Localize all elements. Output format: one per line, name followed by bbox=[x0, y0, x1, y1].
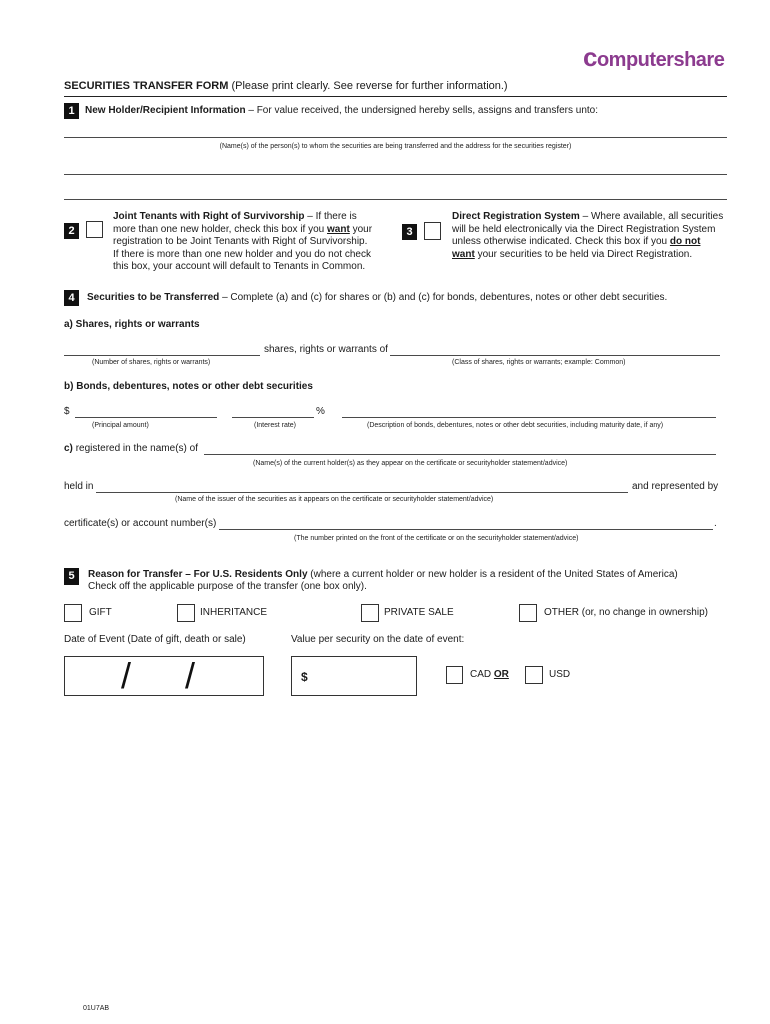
header-divider bbox=[64, 96, 727, 97]
reason-gift-checkbox[interactable] bbox=[64, 604, 82, 622]
recipient-address-field-2[interactable] bbox=[64, 185, 727, 200]
section-4-badge: 4 bbox=[64, 290, 79, 306]
section-2-badge: 2 bbox=[64, 223, 79, 239]
interest-rate-caption: (Interest rate) bbox=[254, 422, 297, 429]
reason-other-checkbox[interactable] bbox=[519, 604, 537, 622]
recipient-address-field-1[interactable] bbox=[64, 160, 727, 175]
section-4-heading bbox=[87, 292, 667, 304]
section-5-title: Reason for Transfer – For U.S. Residents Only bbox=[88, 569, 308, 580]
joint-tenants-line-1 bbox=[113, 211, 372, 224]
currency-or-text: OR bbox=[493, 669, 509, 680]
direct-registration-line-4 bbox=[452, 249, 723, 262]
reason-private-sale-checkbox[interactable] bbox=[361, 604, 379, 622]
joint-tenants-checkbox[interactable] bbox=[86, 221, 103, 238]
direct-registration-text: – Where available, all securities bbox=[582, 211, 724, 222]
reason-gift-label: GIFT bbox=[89, 607, 112, 618]
recipient-caption: (Name(s) of the person(s) to whom the securities are being transferred and the address for the securities register) bbox=[219, 143, 572, 150]
issuer-label: held in bbox=[64, 481, 94, 492]
bond-description-caption: (Description of bonds, debentures, notes or other debt securities, including maturity date, if any) bbox=[367, 422, 664, 429]
certificate-number-field[interactable] bbox=[219, 515, 713, 530]
certificate-caption: (The number printed on the front of the certificate or on the securityholder statement/advice) bbox=[294, 535, 579, 542]
current-holder-name-field[interactable] bbox=[204, 440, 716, 455]
computershare-logo: computershare bbox=[583, 42, 725, 72]
interest-percent-symbol: % bbox=[316, 406, 325, 417]
reason-other-label: OTHER (or, no change in ownership) bbox=[544, 607, 708, 618]
principal-amount-field[interactable] bbox=[75, 403, 217, 418]
event-date-field[interactable] bbox=[64, 656, 264, 696]
currency-cad-label bbox=[470, 669, 509, 681]
joint-tenants-emphasis: want bbox=[327, 223, 350, 235]
form-header bbox=[64, 80, 508, 93]
section-4-description: – Complete (a) and (c) for shares or (b) and (c) for bonds, debentures, notes or other debt securities. bbox=[222, 292, 668, 303]
direct-registration-text: unless otherwise indicated. Check this box if you bbox=[452, 236, 668, 247]
certificate-label: certificate(s) or account number(s) bbox=[64, 518, 217, 529]
registered-holder-label bbox=[64, 443, 198, 455]
share-class-field[interactable] bbox=[390, 341, 720, 356]
joint-tenants-text: – If there is bbox=[307, 211, 357, 222]
section-1-title: New Holder/Recipient Information bbox=[85, 105, 246, 116]
direct-registration-emphasis: do not bbox=[669, 236, 701, 247]
form-title: SECURITIES TRANSFER FORM bbox=[64, 80, 229, 92]
reason-inheritance-checkbox[interactable] bbox=[177, 604, 195, 622]
recipient-name-field[interactable] bbox=[64, 123, 727, 138]
form-instructions: (Please print clearly. See reverse for further information.) bbox=[231, 80, 508, 92]
direct-registration-line-2: will be held electronically via the Direct Registration System bbox=[452, 223, 716, 235]
direct-registration-checkbox[interactable] bbox=[424, 222, 441, 240]
interest-rate-field[interactable] bbox=[232, 403, 314, 418]
value-currency-symbol: $ bbox=[301, 670, 308, 684]
principal-amount-caption: (Principal amount) bbox=[92, 422, 149, 429]
registered-holder-prefix: c) bbox=[64, 443, 73, 454]
issuer-caption: (Name of the issuer of the securities as it appears on the certificate or securityholder statement/advice) bbox=[175, 496, 494, 503]
value-per-security-field[interactable] bbox=[291, 656, 417, 696]
joint-tenants-line-2 bbox=[113, 224, 372, 237]
issuer-suffix-text: and represented by bbox=[632, 481, 719, 492]
direct-registration-text: your securities to be held via Direct Registration. bbox=[477, 248, 693, 260]
current-holder-caption: (Name(s) of the current holder(s) as they appear on the certificate or securityholder statement/advice) bbox=[253, 460, 568, 467]
currency-usd-label: USD bbox=[549, 669, 571, 680]
section-1-description: – For value received, the undersigned hereby sells, assigns and transfers unto: bbox=[248, 105, 599, 116]
joint-tenants-line-4: If there is more than one new holder and you do not check bbox=[113, 248, 371, 260]
joint-tenants-text: more than one new holder, check this box if you bbox=[113, 223, 325, 235]
direct-registration-description bbox=[452, 211, 723, 261]
section-5-heading bbox=[88, 569, 678, 581]
direct-registration-line-1 bbox=[452, 211, 723, 224]
joint-tenants-description bbox=[113, 211, 372, 274]
section-5-instruction: Check off the applicable purpose of the transfer (one box only). bbox=[88, 581, 367, 592]
value-per-security-label: Value per security on the date of event: bbox=[291, 634, 465, 645]
direct-registration-line-3 bbox=[452, 236, 723, 249]
direct-registration-emphasis: want bbox=[452, 248, 475, 260]
principal-currency-symbol: $ bbox=[64, 406, 70, 417]
section-1-heading bbox=[85, 105, 598, 117]
certificate-period: . bbox=[714, 518, 717, 529]
registered-holder-text: registered in the name(s) of bbox=[75, 443, 198, 454]
date-separator: / bbox=[185, 655, 196, 696]
currency-cad-checkbox[interactable] bbox=[446, 666, 463, 684]
share-class-caption: (Class of shares, rights or warrants; example: Common) bbox=[452, 359, 626, 366]
issuer-name-field[interactable] bbox=[96, 478, 628, 493]
shares-subheading: a) Shares, rights or warrants bbox=[64, 319, 200, 330]
form-code: 01U7AB bbox=[83, 1005, 110, 1012]
bonds-subheading: b) Bonds, debentures, notes or other debt securities bbox=[64, 381, 313, 392]
direct-registration-title: Direct Registration System bbox=[452, 211, 580, 222]
joint-tenants-line-5: this box, your account will default to Tenants in Common. bbox=[113, 261, 366, 272]
share-quantity-caption: (Number of shares, rights or warrants) bbox=[92, 359, 211, 366]
section-3-badge: 3 bbox=[402, 224, 417, 240]
joint-tenants-text: your bbox=[352, 223, 373, 235]
section-1-badge: 1 bbox=[64, 103, 79, 119]
date-separator: / bbox=[121, 655, 132, 696]
shares-connector-text: shares, rights or warrants of bbox=[264, 344, 388, 355]
event-date-label: Date of Event (Date of gift, death or sale) bbox=[64, 634, 246, 645]
reason-private-sale-label: PRIVATE SALE bbox=[384, 607, 454, 618]
joint-tenants-line-3: registration to be Joint Tenants with Right of Survivorship. bbox=[113, 236, 368, 247]
currency-cad-text: CAD bbox=[470, 669, 492, 680]
reason-inheritance-label: INHERITANCE bbox=[200, 607, 268, 618]
section-5-description: (where a current holder or new holder is a resident of the United States of America) bbox=[310, 569, 678, 580]
bond-description-field[interactable] bbox=[342, 403, 716, 418]
share-quantity-field[interactable] bbox=[64, 341, 260, 356]
currency-usd-checkbox[interactable] bbox=[525, 666, 543, 684]
section-5-badge: 5 bbox=[64, 568, 79, 585]
joint-tenants-title: Joint Tenants with Right of Survivorship bbox=[113, 211, 305, 222]
section-4-title: Securities to be Transferred bbox=[87, 292, 220, 303]
